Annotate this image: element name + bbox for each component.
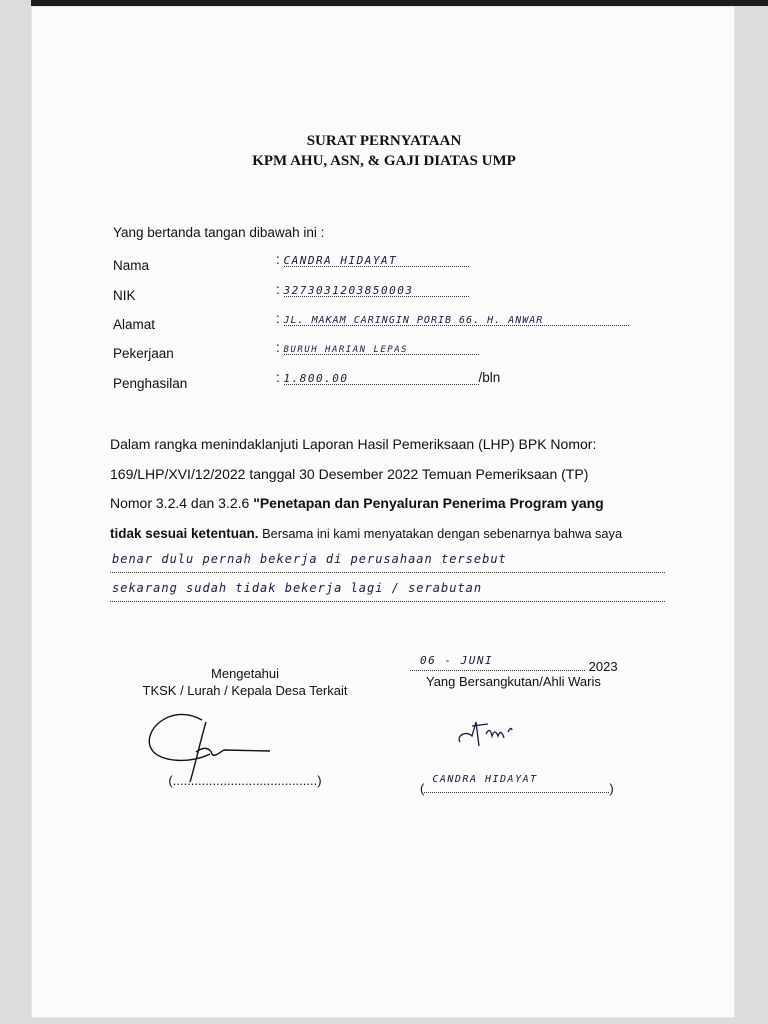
date-value: 06 - JUNI [420, 654, 494, 667]
income-unit: /bln [478, 370, 501, 385]
handwritten-text: benar dulu pernah bekerja di perusahaan tersebut [112, 552, 507, 566]
statement-paragraph [110, 430, 670, 548]
handwritten-line [110, 583, 665, 602]
field-label: Penghasilan [113, 376, 188, 391]
field-label: Nama [113, 258, 150, 273]
signature-date [410, 656, 640, 674]
field-value-nama: CANDRA HIDAYAT [283, 254, 398, 267]
document-subtitle: KPM AHU, ASN, & GAJI DIATAS UMP [252, 153, 516, 169]
intro-text: Yang bertanda tangan dibawah ini : [113, 225, 325, 240]
witness-role: TKSK / Lurah / Kepala Desa Terkait [142, 683, 348, 698]
handwritten-line [110, 554, 665, 573]
field-value-pekerjaan: BURUH HARIAN LEPAS [283, 345, 409, 355]
field-value-alamat: JL. MAKAM CARINGIN PORIB 66. H. ANWAR [283, 315, 544, 326]
signatory-name-line: ( CANDRA HIDAYAT ) [420, 774, 614, 796]
field-label: NIK [113, 288, 136, 303]
paragraph-text: Nomor 3.2.4 dan 3.2.6 [110, 495, 254, 511]
signatory-role: Yang Bersangkutan/Ahli Waris [426, 674, 601, 689]
signature-right [452, 712, 522, 752]
signatory-name: CANDRA HIDAYAT [432, 774, 538, 785]
handwritten-text: sekarang sudah tidak bekerja lagi / serabutan [112, 581, 483, 595]
document-title: SURAT PERNYATAAN [306, 133, 462, 149]
field-label: Alamat [113, 317, 156, 332]
paragraph-bold-text: "Penetapan dan Penyaluran Penerima Program yang [253, 495, 604, 511]
witness-name-line: (........................................) [168, 773, 322, 788]
witness-heading: Mengetahui [211, 666, 279, 681]
paragraph-line: 169/LHP/XVI/12/2022 tanggal 30 Desember 2022 Temuan Pemeriksaan (TP) [110, 465, 589, 482]
paragraph-bold-text: tidak sesuai ketentuan. [110, 525, 259, 541]
paragraph-text: Bersama ini kami menyatakan dengan sebenarnya bahwa saya [258, 525, 623, 541]
paragraph-line: Dalam rangka menindaklanjuti Laporan Hasil Pemeriksaan (LHP) BPK Nomor: [110, 436, 597, 452]
field-value-penghasilan: 1.800.00 [283, 372, 349, 385]
field-label: Pekerjaan [113, 346, 174, 361]
field-value-nik: 3273031203850003 [283, 284, 414, 297]
date-year: 2023 [588, 659, 618, 674]
